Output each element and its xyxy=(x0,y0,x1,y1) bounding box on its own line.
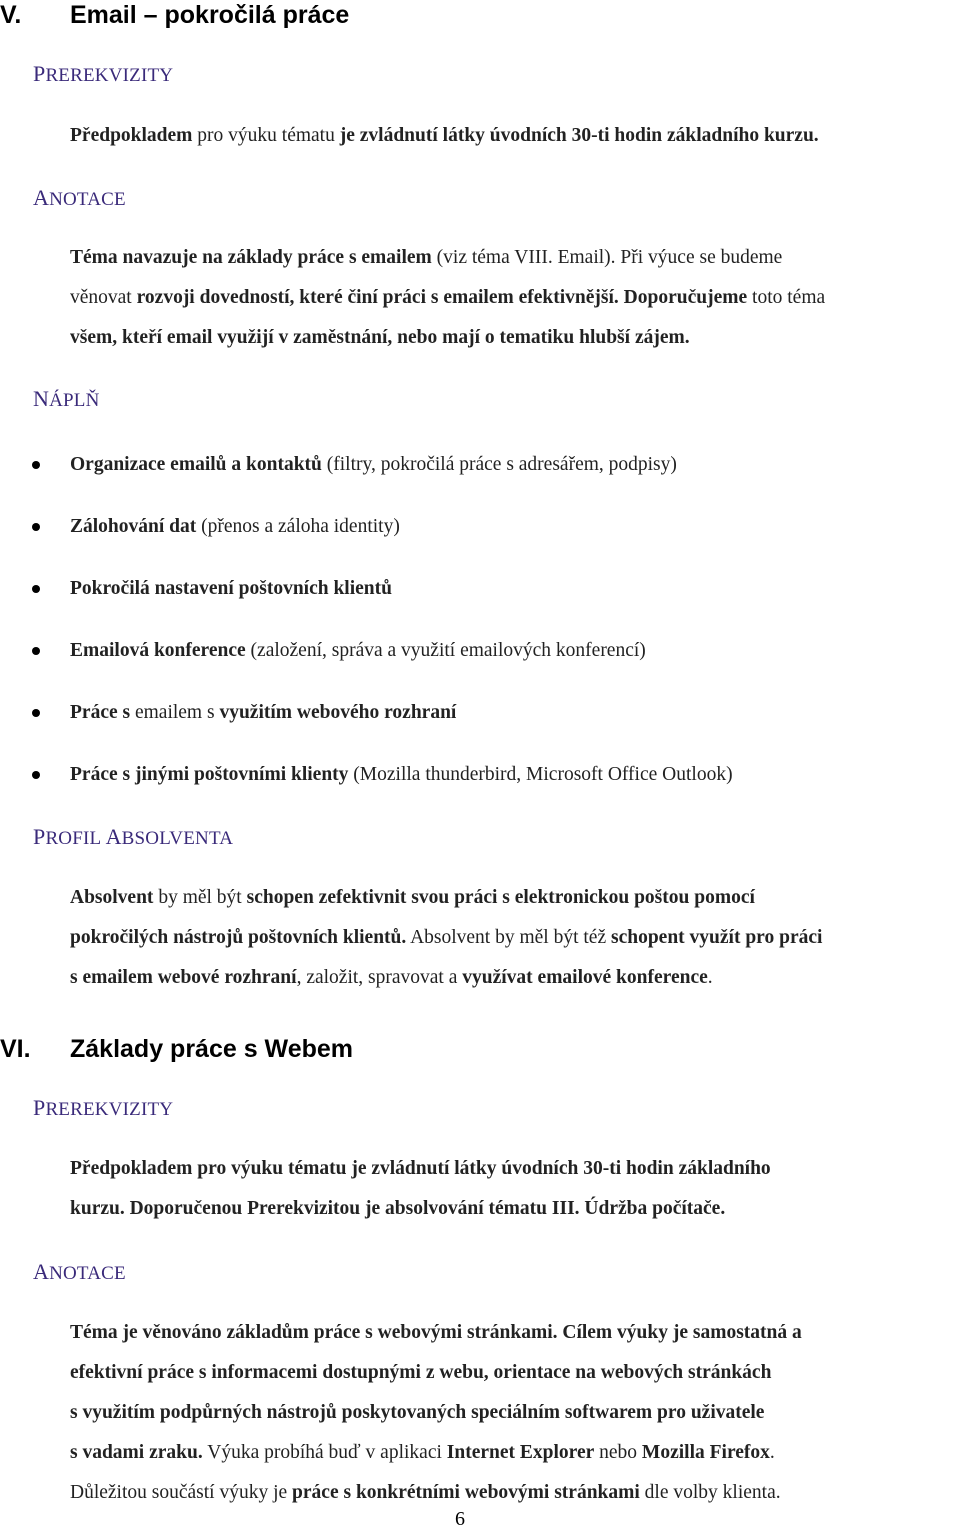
bold-text: všem, kteří email využijí v zaměstnání, nebo mají o tematiku hlubší zájem. xyxy=(70,327,690,348)
text-line xyxy=(70,1393,960,1433)
bold-text: práce s konkrétními webovými stránkami xyxy=(292,1482,640,1503)
profile-label: PROFIL ABSOLVENTA xyxy=(33,824,234,849)
text-line xyxy=(70,878,960,918)
text: toto téma xyxy=(747,287,826,308)
text: pro výuku tématu xyxy=(192,125,340,146)
text-line xyxy=(70,278,960,318)
text-line xyxy=(70,1433,960,1473)
text: dle volby klienta. xyxy=(639,1482,781,1503)
page-number: 6 xyxy=(455,1508,465,1530)
list-item xyxy=(0,569,960,609)
text: (založení, správa a využití emailových konferencí) xyxy=(245,640,646,661)
text: emailem s xyxy=(130,702,220,723)
bold-text: Doporučujeme xyxy=(623,287,748,308)
bold-text: Internet Explorer xyxy=(446,1442,595,1463)
bold-text: s vadami zraku. xyxy=(70,1442,203,1463)
section-title: Email – pokročilá práce xyxy=(70,1,350,29)
text-line xyxy=(70,116,960,156)
section-number: VI. xyxy=(0,1035,31,1063)
list-item-text xyxy=(70,452,677,478)
bold-text: kurzu. Doporučenou Prerekvizitou je absolvování tématu III. Údržba počítače. xyxy=(70,1198,726,1219)
list-item-text xyxy=(70,514,400,540)
text-line xyxy=(70,1353,960,1393)
annotation-text xyxy=(70,1313,960,1513)
text: nebo xyxy=(594,1442,642,1463)
text-line xyxy=(70,1189,960,1229)
bold-text: pokročilých nástrojů poštovních klientů. xyxy=(70,927,407,948)
bold-text: je zvládnutí látky úvodních 30-ti hodin základního kurzu. xyxy=(339,125,819,146)
list-item-text xyxy=(70,762,733,788)
text-line xyxy=(70,918,960,958)
text: (přenos a záloha identity) xyxy=(196,516,400,537)
annotation-text xyxy=(70,238,960,358)
bullet-icon xyxy=(32,647,40,655)
bold-text: rozvoji dovedností, které činí práci s emailem efektivnější. xyxy=(136,287,619,308)
list-item xyxy=(0,507,960,547)
bold-text: s využitím podpůrných nástrojů poskytovaných speciálním softwarem pro uživatele xyxy=(70,1402,765,1423)
bold-text: Téma je věnováno základům práce s webovými stránkami. Cílem výuky je samostatná a xyxy=(70,1322,802,1343)
prereq-text xyxy=(70,116,960,156)
bold-text: schopen zefektivnit svou práci s elektronickou poštou pomocí xyxy=(246,887,755,908)
bold-text: využitím webového rozhraní xyxy=(219,702,457,723)
list-item xyxy=(0,445,960,485)
annotation-label: ANOTACE xyxy=(33,1259,126,1284)
text-line xyxy=(70,238,960,278)
bold-text: s emailem webové rozhraní xyxy=(70,967,297,988)
content-label: NÁPLŇ xyxy=(33,386,100,411)
text-line xyxy=(70,958,960,998)
list-item xyxy=(0,631,960,671)
bold-text: Pokročilá nastavení poštovních klientů xyxy=(70,578,392,599)
list-item xyxy=(0,693,960,733)
list-item-text xyxy=(70,638,646,664)
text-line xyxy=(70,318,960,358)
prereq-label: PREREKVIZITY xyxy=(33,61,174,86)
text: Důležitou součástí výuky je xyxy=(70,1482,293,1503)
text: (filtry, pokročilá práce s adresářem, podpisy) xyxy=(321,454,677,475)
text: (Mozilla thunderbird, Microsoft Office Outlook) xyxy=(348,764,733,785)
text: by měl být xyxy=(153,887,247,908)
text: věnovat xyxy=(70,287,137,308)
profile-text xyxy=(70,878,960,998)
bullet-icon xyxy=(32,523,40,531)
list-item-text xyxy=(70,700,456,726)
bold-text: Práce s jinými poštovními klienty xyxy=(70,764,349,785)
bullet-icon xyxy=(32,585,40,593)
bullet-icon xyxy=(32,709,40,717)
section-number: V. xyxy=(0,1,22,29)
bullet-icon xyxy=(32,461,40,469)
section-title: Základy práce s Webem xyxy=(70,1035,354,1063)
bold-text: efektivní práce s informacemi dostupnými z webu, orientace na webových stránkách xyxy=(70,1362,772,1383)
list-item xyxy=(0,755,960,795)
text-line xyxy=(70,1313,960,1353)
list-item-text xyxy=(70,576,392,602)
text: (viz téma VIII. Email). Při výuce se budeme xyxy=(431,247,783,268)
text: . xyxy=(769,1442,775,1463)
bullet-icon xyxy=(32,771,40,779)
bold-text: Organizace emailů a kontaktů xyxy=(70,454,322,475)
annotation-label: ANOTACE xyxy=(33,185,126,210)
bold-text: Zálohování dat xyxy=(70,516,197,537)
bold-text: Emailová konference xyxy=(70,640,246,661)
text: Absolvent by měl být též xyxy=(406,927,611,948)
bold-text: Absolvent xyxy=(70,887,154,908)
text: . xyxy=(707,967,713,988)
bold-text: Práce s xyxy=(70,702,131,723)
bold-text: Mozilla Firefox xyxy=(641,1442,770,1463)
bold-text: Téma navazuje na základy práce s emailem xyxy=(70,247,432,268)
text: , založit, spravovat a xyxy=(296,967,463,988)
bold-text: využívat emailové konference xyxy=(462,967,708,988)
text-line xyxy=(70,1149,960,1189)
prereq-label: PREREKVIZITY xyxy=(33,1095,174,1120)
bold-text: Předpokladem pro výuku tématu je zvládnutí látky úvodních 30-ti hodin základního xyxy=(70,1158,771,1179)
text: Výuka probíhá buď v aplikaci xyxy=(202,1442,447,1463)
prereq-text xyxy=(70,1149,960,1229)
bold-text: Předpokladem xyxy=(70,125,193,146)
bold-text: schopent využít pro práci xyxy=(611,927,823,948)
